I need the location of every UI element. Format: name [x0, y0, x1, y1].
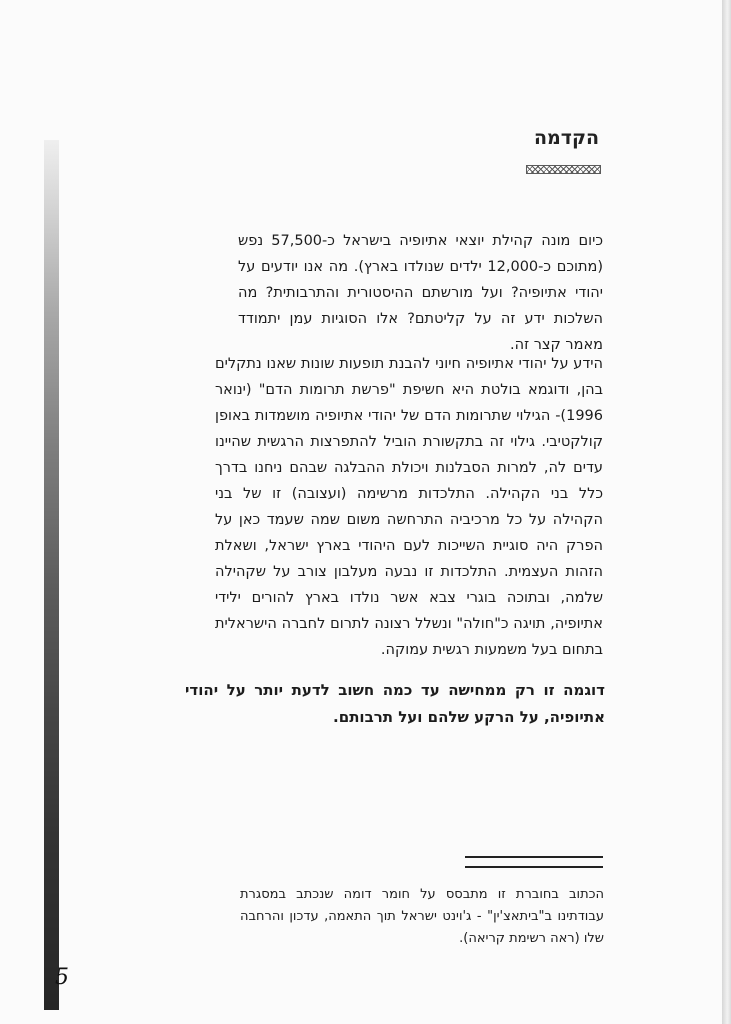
- decorative-gradient-bar: [44, 140, 59, 1010]
- footnote: הכתוב בחוברת זו מתבסס על חומר דומה שנכתב במסגרת עבודתינו ב"ביתאצ'ין" - ג'וינט ישראל תוך התאמה, עדכון והרחבה שלו (ראה רשימת קריאה).: [240, 887, 604, 946]
- heading-ornament: [526, 165, 601, 174]
- page-heading: הקדמה: [533, 127, 599, 149]
- footnote-divider-bottom: [465, 866, 603, 868]
- page-edge: [722, 0, 731, 1024]
- page-number: 5: [55, 965, 69, 990]
- footnote-divider-top: [465, 856, 603, 858]
- blood-donations-paragraph: הידע על יהודי אתיופיה חיוני להבנת תופעות שונות שאנו נתקלים בהן, ודוגמא בולטת היא חשיפת "פרשת תרומות הדם" (ינואר 1996)- הגילוי שתרומות הדם של יהודי אתיופיה מושמדות באופן קולקטיבי. גילוי זה בתקשורת הוביל להתפרצות הרגשית שהיינו עדים לה, למרות הסבלנות ויכולת ההבלגה שבהם ניחנו בדרך כלל בני הקהילה. התלכדות מרשימה (ועצובה) זו של בני הקהילה על כל מרכיביה התרחשה משום שמה שעמד כאן על הפרק היה סוגיית השייכות לעם היהודי בארץ ישראל, ושאלת הזהות העצמית. התלכדות זו נבעה מעלבון צורב על שקהילה שלמה, ובתוכה בוגרי צבא אשר נולדו בארץ להורים ילידי אתיופיה, תויגה כ"חולה" ונשלל רצונה לתרום לחברה הישראלית בתחום בעל משמעות רגשית עמוקה.: [215, 356, 603, 658]
- conclusion-paragraph: דוגמה זו רק ממחישה עד כמה חשוב לדעת יותר על יהודי אתיופיה, על הרקע שלהם ועל תרבותם.: [185, 681, 605, 726]
- intro-paragraph: כיום מונה קהילת יוצאי אתיופיה בישראל כ-57,500 נפש (מתוכם כ-12,000 ילדים שנולדו בארץ). מה אנו יודעים על יהודי אתיופיה? ועל מורשתם ההיסטורית והתרבותית? מה השלכות ידע זה על קליטתם? אלו הסוגיות עמן יתמודד מאמר קצר זה.: [238, 233, 604, 353]
